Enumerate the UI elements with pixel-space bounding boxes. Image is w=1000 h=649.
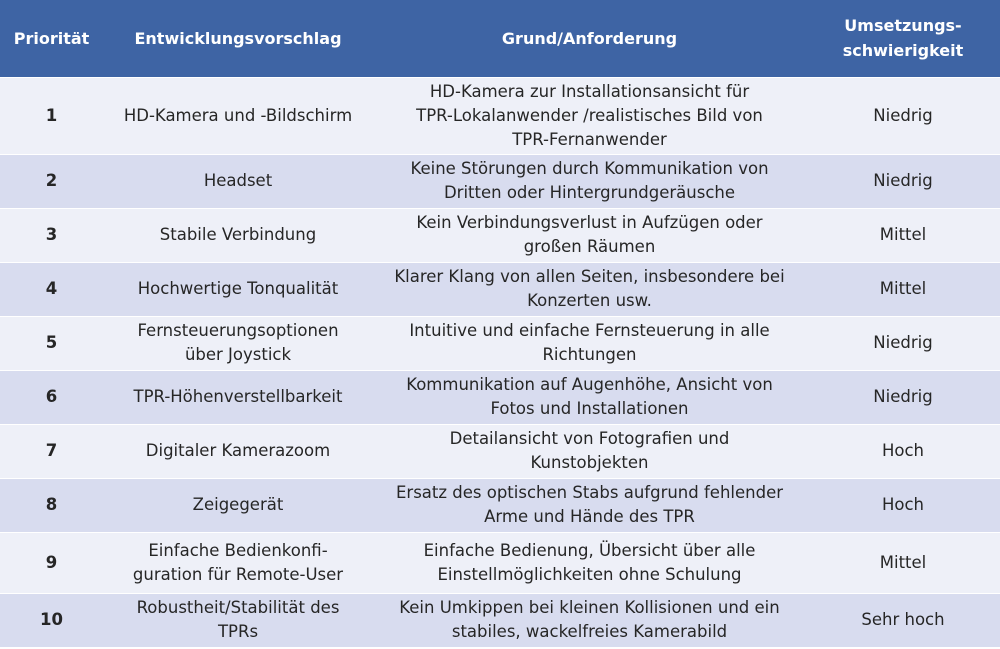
cell-line: stabiles, wackelfreies Kamerabild bbox=[451, 622, 728, 642]
cell-line: Hochwertige Tonqualität bbox=[137, 279, 339, 298]
table-row bbox=[0, 370, 1000, 424]
cell-difficulty: Mittel bbox=[806, 532, 1000, 593]
header-reason: Grund/Anforderung bbox=[501, 28, 678, 48]
cell-reason bbox=[373, 424, 806, 478]
cell-difficulty: Niedrig bbox=[806, 77, 1000, 154]
table-header-row bbox=[0, 0, 1000, 77]
cell-proposal bbox=[103, 154, 373, 208]
cell-line: TPR-Höhenverstellbarkeit bbox=[133, 387, 343, 406]
cell-proposal bbox=[103, 208, 373, 262]
cell-line: Kein Verbindungsverlust in Aufzügen oder bbox=[416, 213, 763, 232]
table-row bbox=[0, 316, 1000, 370]
cell-line: Ersatz des optischen Stabs aufgrund fehlender bbox=[395, 483, 784, 502]
cell-line: TPR-Lokalanwender /realistisches Bild von bbox=[416, 105, 763, 125]
cell-line: Detailansicht von Fotografien und bbox=[449, 429, 730, 448]
cell-line: Kein Umkippen bei kleinen Kollisionen und ein bbox=[399, 598, 780, 618]
table-row bbox=[0, 77, 1000, 154]
table-row bbox=[0, 262, 1000, 316]
cell-difficulty: Hoch bbox=[806, 478, 1000, 532]
cell-priority: 8 bbox=[0, 478, 103, 532]
table-row bbox=[0, 593, 1000, 647]
table-row bbox=[0, 208, 1000, 262]
cell-line: HD-Kamera und -Bildschirm bbox=[123, 105, 353, 125]
header-difficulty-line1: Umsetzungs- bbox=[844, 16, 962, 36]
cell-reason bbox=[373, 370, 806, 424]
cell-difficulty: Mittel bbox=[806, 262, 1000, 316]
table-row bbox=[0, 154, 1000, 208]
cell-reason bbox=[373, 316, 806, 370]
cell-line: Konzerten usw. bbox=[527, 291, 652, 310]
cell-line: TPR-Fernanwender bbox=[512, 129, 667, 149]
cell-proposal bbox=[103, 370, 373, 424]
cell-priority: 6 bbox=[0, 370, 103, 424]
cell-line: Klarer Klang von allen Seiten, insbesondere bei bbox=[394, 267, 785, 286]
cell-priority: 5 bbox=[0, 316, 103, 370]
cell-line: Zeigegerät bbox=[192, 495, 284, 514]
header-priority: Priorität bbox=[13, 28, 90, 48]
cell-reason bbox=[373, 478, 806, 532]
cell-proposal bbox=[103, 77, 373, 154]
cell-reason bbox=[373, 77, 806, 154]
cell-reason bbox=[373, 208, 806, 262]
cell-line: guration für Remote-User bbox=[132, 564, 344, 584]
cell-line: Stabile Verbindung bbox=[159, 225, 317, 244]
cell-proposal bbox=[103, 593, 373, 647]
cell-line: Einfache Bedienkonfi- bbox=[148, 540, 328, 560]
cell-proposal bbox=[103, 424, 373, 478]
cell-priority: 9 bbox=[0, 532, 103, 593]
cell-line: Fernsteuerungsoptionen bbox=[137, 321, 339, 340]
cell-difficulty: Mittel bbox=[806, 208, 1000, 262]
header-difficulty-line2: schwierigkeit bbox=[842, 41, 964, 61]
cell-line: Kommunikation auf Augenhöhe, Ansicht von bbox=[406, 375, 773, 394]
cell-difficulty: Niedrig bbox=[806, 154, 1000, 208]
cell-line: Arme und Hände des TPR bbox=[484, 507, 695, 526]
cell-line: Digitaler Kamerazoom bbox=[145, 441, 331, 460]
cell-line: Keine Störungen durch Kommunikation von bbox=[410, 159, 769, 178]
header-proposal: Entwicklungsvorschlag bbox=[134, 28, 342, 48]
cell-line: Kunstobjekten bbox=[530, 453, 649, 472]
table-row bbox=[0, 424, 1000, 478]
table-row bbox=[0, 532, 1000, 593]
cell-difficulty: Niedrig bbox=[806, 370, 1000, 424]
cell-proposal bbox=[103, 262, 373, 316]
cell-priority: 10 bbox=[0, 593, 103, 647]
cell-line: Robustheit/Stabilität des bbox=[136, 598, 340, 618]
cell-line: Richtungen bbox=[542, 345, 637, 364]
cell-reason bbox=[373, 593, 806, 647]
cell-priority: 3 bbox=[0, 208, 103, 262]
cell-priority: 1 bbox=[0, 77, 103, 154]
cell-line: über Joystick bbox=[184, 345, 292, 364]
cell-reason bbox=[373, 154, 806, 208]
cell-difficulty: Hoch bbox=[806, 424, 1000, 478]
cell-difficulty: Sehr hoch bbox=[806, 593, 1000, 647]
header-difficulty bbox=[806, 0, 1000, 77]
cell-line: Einstellmöglichkeiten ohne Schulung bbox=[437, 564, 742, 584]
cell-proposal bbox=[103, 316, 373, 370]
cell-line: großen Räumen bbox=[523, 237, 656, 256]
cell-proposal bbox=[103, 532, 373, 593]
cell-line: Headset bbox=[203, 171, 273, 190]
cell-line: TPRs bbox=[217, 622, 259, 642]
cell-priority: 7 bbox=[0, 424, 103, 478]
cell-line: Einfache Bedienung, Übersicht über alle bbox=[423, 540, 756, 560]
cell-difficulty: Niedrig bbox=[806, 316, 1000, 370]
cell-line: Intuitive und einfache Fernsteuerung in alle bbox=[409, 321, 770, 340]
cell-priority: 2 bbox=[0, 154, 103, 208]
cell-line: Fotos und Installationen bbox=[490, 399, 689, 418]
table-row bbox=[0, 478, 1000, 532]
cell-proposal bbox=[103, 478, 373, 532]
cell-priority: 4 bbox=[0, 262, 103, 316]
cell-line: HD-Kamera zur Installationsansicht für bbox=[429, 81, 750, 101]
cell-reason bbox=[373, 262, 806, 316]
cell-reason bbox=[373, 532, 806, 593]
cell-line: Dritten oder Hintergrundgeräusche bbox=[443, 183, 736, 202]
